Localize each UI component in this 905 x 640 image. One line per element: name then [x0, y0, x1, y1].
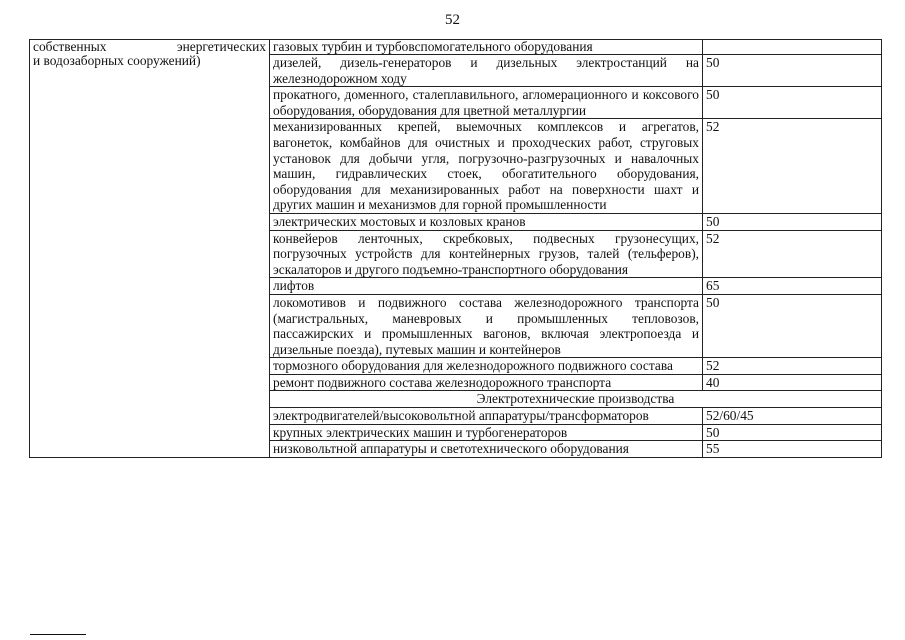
- item-value: 65: [703, 278, 882, 295]
- footnote-separator: [30, 634, 86, 635]
- item-value: 40: [703, 374, 882, 391]
- item-value: 50: [703, 213, 882, 230]
- item-value: 50: [703, 424, 882, 441]
- item-value: 52: [703, 358, 882, 375]
- item-text: электродвигателей/высоковольтной аппаратуры/трансформаторов: [270, 408, 703, 425]
- item-text: лифтов: [270, 278, 703, 295]
- item-text: крупных электрических машин и турбогенераторов: [270, 424, 703, 441]
- item-text: электрических мостовых и козловых кранов: [270, 213, 703, 230]
- category-line: и водозаборных сооружений): [33, 53, 201, 68]
- page-number: 52: [445, 12, 460, 28]
- item-value: [703, 40, 882, 55]
- category-cell: [30, 40, 270, 458]
- item-text: локомотивов и подвижного состава железнодорожного транспорта (магистральных, маневровых и промышленных тепловозов, пассажирских и промышленных вагонов, включая электропоезда и дизельные поезда), путевых машин и контейнеров: [270, 294, 703, 357]
- item-text: ремонт подвижного состава железнодорожного транспорта: [270, 374, 703, 391]
- category-line: собственных энергетических: [33, 39, 266, 54]
- item-text: прокатного, доменного, сталеплавильного, агломерационного и коксового оборудования, оборудования для цветной металлургии: [270, 87, 703, 119]
- item-text: механизированных крепей, выемочных комплексов и агрегатов, вагонеток, комбайнов для очистных и проходческих работ, струговых установок для добычи угля, погрузочно-разгрузочных и навалочных машин, гидравлических стоек, обогатительного оборудования, оборудования для механизированных работ на поверхности шахт и других машин и механизмов для горной промышленности: [270, 119, 703, 214]
- item-text: газовых турбин и турбовспомогательного оборудования: [270, 40, 703, 55]
- item-value: 50: [703, 55, 882, 87]
- item-value: 55: [703, 441, 882, 458]
- item-value: 52: [703, 230, 882, 278]
- item-value: 52: [703, 119, 882, 214]
- item-text: тормозного оборудования для железнодорожного подвижного состава: [270, 358, 703, 375]
- item-value: 50: [703, 87, 882, 119]
- item-text: конвейеров ленточных, скребковых, подвесных грузонесущих, погрузочных устройств для контейнерных грузов, талей (тельферов), эскалаторов и другого подъемно-транспортного оборудования: [270, 230, 703, 278]
- section-heading: Электротехнические производства: [270, 391, 882, 408]
- item-value: 50: [703, 294, 882, 357]
- item-text: дизелей, дизель-генераторов и дизельных электростанций на железнодорожном ходу: [270, 55, 703, 87]
- item-text: низковольтной аппаратуры и светотехнического оборудования: [270, 441, 703, 458]
- table-row: [30, 40, 882, 55]
- rates-table: [29, 39, 882, 458]
- item-value: 52/60/45: [703, 408, 882, 425]
